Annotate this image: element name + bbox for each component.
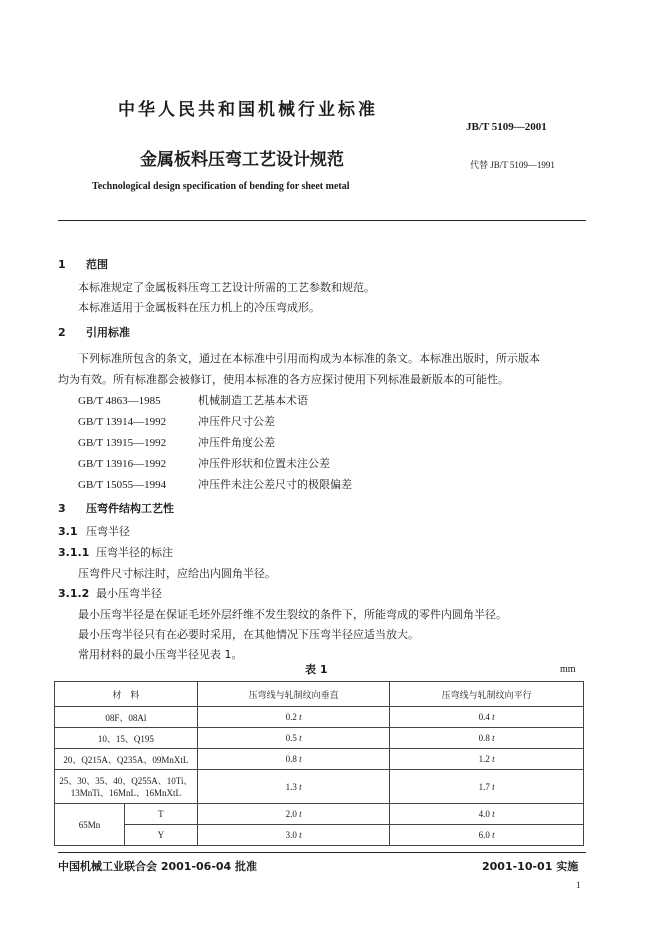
- reference-code: GB/T 13915—1992: [78, 437, 167, 449]
- reference-name: 冲压件未注公差尺寸的极限偏差: [198, 478, 352, 491]
- section-3-heading: [58, 500, 174, 516]
- reference-item: [78, 413, 275, 429]
- perpendicular-radius-cell: 3.0 t: [197, 825, 390, 846]
- section-number: 3.1: [58, 525, 78, 538]
- column-header-perpendicular: 压弯线与轧制纹向垂直: [197, 682, 390, 707]
- column-header-parallel: 压弯线与轧制纹向平行: [390, 682, 584, 707]
- parallel-radius-cell: 0.4 t: [390, 707, 584, 728]
- paragraph: 下列标准所包含的条文，通过在本标准中引用而构成为本标准的条文。本标准出版时，所示版本: [78, 352, 540, 365]
- page-number: 1: [576, 880, 581, 890]
- paragraph: 均为有效。所有标准都会被修订，使用本标准的各方应探讨使用下列标准最新版本的可能性。: [58, 373, 509, 386]
- reference-name: 冲压件角度公差: [198, 436, 275, 449]
- paragraph: 最小压弯半径只有在必要时采用，在其他情况下压弯半径应适当放大。: [78, 628, 419, 641]
- reference-name: 冲压件形状和位置未注公差: [198, 457, 330, 470]
- table-unit: mm: [560, 664, 576, 675]
- table-row: [55, 770, 584, 804]
- parallel-radius-cell: 0.8 t: [390, 728, 584, 749]
- reference-name: 机械制造工艺基本术语: [198, 394, 308, 407]
- state-cell: Y: [124, 825, 197, 846]
- section-number: 3: [58, 502, 66, 515]
- section-title: 最小压弯半径: [96, 587, 162, 600]
- perpendicular-radius-cell: 1.3 t: [197, 770, 390, 804]
- reference-item: [78, 434, 275, 450]
- perpendicular-radius-cell: 2.0 t: [197, 804, 390, 825]
- implementation-date: 2001-10-01 实施: [482, 860, 579, 873]
- parallel-radius-cell: 6.0 t: [390, 825, 584, 846]
- reference-item: [78, 476, 352, 492]
- section-title: 压弯半径: [86, 525, 130, 538]
- state-cell: T: [124, 804, 197, 825]
- section-title: 引用标准: [86, 326, 130, 339]
- section-number: 3.1.1: [58, 546, 90, 559]
- standard-code: JB/T 5109—2001: [466, 121, 547, 133]
- document-title-english: Technological design specification of bending for sheet metal: [92, 181, 350, 192]
- paragraph: 常用材料的最小压弯半径见表 1。: [78, 648, 243, 661]
- footer-divider: [58, 852, 586, 853]
- section-title: 压弯半径的标注: [96, 546, 173, 559]
- material-cell: 20、Q215A、Q235A、09MnXtL: [55, 749, 198, 770]
- parallel-radius-cell: 4.0 t: [390, 804, 584, 825]
- table-caption: 表 1: [305, 663, 328, 676]
- reference-name: 冲压件尺寸公差: [198, 415, 275, 428]
- perpendicular-radius-cell: 0.8 t: [197, 749, 390, 770]
- section-1-heading: [58, 256, 108, 272]
- document-title-chinese: 金属板料压弯工艺设计规范: [140, 150, 344, 170]
- column-header-material: 材 料: [55, 682, 198, 707]
- table-row: [55, 804, 584, 825]
- section-number: 1: [58, 258, 66, 271]
- approval-line: 中国机械工业联合会 2001-06-04 批准: [58, 860, 258, 873]
- section-number: 2: [58, 326, 66, 339]
- parallel-radius-cell: 1.2 t: [390, 749, 584, 770]
- section-3-1-heading: [58, 523, 130, 539]
- section-2-heading: [58, 324, 130, 340]
- table-row: [55, 728, 584, 749]
- header-divider: [58, 220, 586, 221]
- paragraph: 压弯件尺寸标注时，应给出内圆角半径。: [78, 567, 276, 580]
- perpendicular-radius-cell: 0.5 t: [197, 728, 390, 749]
- material-cell: 25、30、35、40、Q255A、10Ti、 13MnTi、16MnL、16MnXtL: [55, 770, 198, 804]
- table-row: [55, 707, 584, 728]
- reference-code: GB/T 15055—1994: [78, 479, 167, 491]
- reference-item: [78, 455, 330, 471]
- paragraph: 本标准适用于金属板料在压力机上的冷压弯成形。: [78, 301, 320, 314]
- perpendicular-radius-cell: 0.2 t: [197, 707, 390, 728]
- paragraph: 最小压弯半径是在保证毛坯外层纤维不发生裂纹的条件下，所能弯成的零件内圆角半径。: [78, 608, 507, 621]
- material-cell-65mn: 65Mn: [55, 804, 125, 846]
- parallel-radius-cell: 1.7 t: [390, 770, 584, 804]
- section-3-1-2-heading: [58, 585, 162, 601]
- section-number: 3.1.2: [58, 587, 90, 600]
- replaces-standard: 代替 JB/T 5109—1991: [470, 160, 555, 170]
- paragraph: 本标准规定了金属板料压弯工艺设计所需的工艺参数和规范。: [78, 281, 375, 294]
- section-title: 压弯件结构工艺性: [86, 502, 174, 515]
- reference-code: GB/T 13916—1992: [78, 458, 167, 470]
- table-row: [55, 749, 584, 770]
- reference-code: GB/T 13914—1992: [78, 416, 167, 428]
- reference-code: GB/T 4863—1985: [78, 395, 161, 407]
- min-bend-radius-table: [54, 681, 584, 846]
- material-cell: 10、15、Q195: [55, 728, 198, 749]
- table-header-row: [55, 682, 584, 707]
- reference-item: [78, 392, 308, 408]
- section-3-1-1-heading: [58, 544, 173, 560]
- section-title: 范围: [86, 258, 108, 271]
- material-cell: 08F、08Al: [55, 707, 198, 728]
- table-row: [55, 825, 584, 846]
- issuing-organization: 中华人民共和国机械行业标准: [118, 100, 378, 120]
